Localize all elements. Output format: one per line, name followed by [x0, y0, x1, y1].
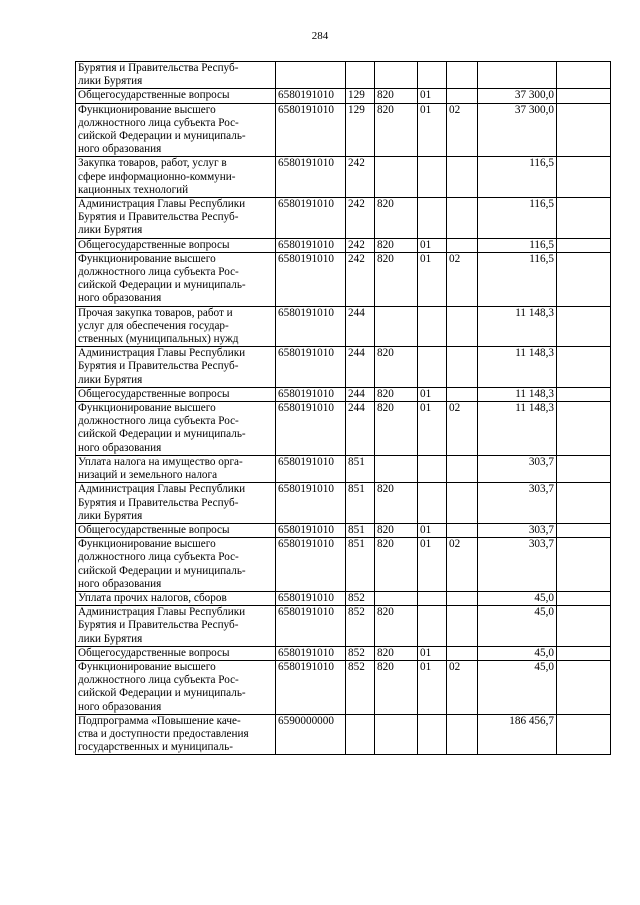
row-name-cell: Закупка товаров, работ, услуг в сфере информационно-коммуни- кационных технологий: [76, 157, 276, 198]
subsection-cell: 02: [447, 402, 478, 456]
extra-cell: [557, 157, 611, 198]
budget-table-body: [76, 62, 611, 755]
section-cell: [418, 606, 447, 647]
amount-cell: 45,0: [478, 646, 557, 660]
expense-type-cell: 851: [346, 523, 375, 537]
expense-type-cell: 852: [346, 660, 375, 714]
target-code-cell: 6580191010: [276, 89, 346, 103]
expense-type-cell: 242: [346, 198, 375, 239]
amount-cell: 116,5: [478, 198, 557, 239]
amount-cell: 45,0: [478, 660, 557, 714]
section-cell: 01: [418, 387, 447, 401]
target-code-cell: 6580191010: [276, 103, 346, 157]
section-cell: 01: [418, 402, 447, 456]
table-row: [76, 157, 611, 198]
target-code-cell: 6580191010: [276, 606, 346, 647]
target-code-cell: 6580191010: [276, 198, 346, 239]
subsection-cell: [447, 238, 478, 252]
budget-table: [75, 61, 611, 755]
row-name-cell: Общегосударственные вопросы: [76, 89, 276, 103]
amount-cell: [478, 62, 557, 89]
subsection-cell: [447, 157, 478, 198]
extra-cell: [557, 252, 611, 306]
table-row: [76, 103, 611, 157]
amount-cell: 116,5: [478, 238, 557, 252]
subsection-cell: [447, 347, 478, 388]
department-cell: [375, 455, 418, 482]
subsection-cell: [447, 606, 478, 647]
table-row: [76, 455, 611, 482]
extra-cell: [557, 402, 611, 456]
amount-cell: 11 148,3: [478, 402, 557, 456]
table-row: [76, 646, 611, 660]
department-cell: 820: [375, 238, 418, 252]
expense-type-cell: 242: [346, 252, 375, 306]
amount-cell: 186 456,7: [478, 714, 557, 755]
expense-type-cell: 852: [346, 606, 375, 647]
table-row: [76, 714, 611, 755]
table-row: [76, 606, 611, 647]
row-name-cell: Уплата прочих налогов, сборов: [76, 591, 276, 605]
expense-type-cell: 129: [346, 103, 375, 157]
amount-cell: 303,7: [478, 483, 557, 524]
subsection-cell: 02: [447, 538, 478, 592]
table-row: [76, 538, 611, 592]
row-name-cell: Администрация Главы Республики Бурятия и Правительства Респуб- лики Бурятия: [76, 483, 276, 524]
section-cell: 01: [418, 646, 447, 660]
expense-type-cell: 852: [346, 646, 375, 660]
row-name-cell: Уплата налога на имущество орга- низаций и земельного налога: [76, 455, 276, 482]
row-name-cell: Администрация Главы Республики Бурятия и Правительства Респуб- лики Бурятия: [76, 606, 276, 647]
row-name-cell: Администрация Главы Республики Бурятия и Правительства Респуб- лики Бурятия: [76, 347, 276, 388]
table-row: [76, 660, 611, 714]
department-cell: 820: [375, 402, 418, 456]
target-code-cell: 6580191010: [276, 591, 346, 605]
expense-type-cell: 129: [346, 89, 375, 103]
extra-cell: [557, 347, 611, 388]
department-cell: 820: [375, 646, 418, 660]
extra-cell: [557, 714, 611, 755]
subsection-cell: [447, 646, 478, 660]
extra-cell: [557, 455, 611, 482]
extra-cell: [557, 387, 611, 401]
section-cell: 01: [418, 538, 447, 592]
target-code-cell: [276, 62, 346, 89]
amount-cell: 11 148,3: [478, 347, 557, 388]
department-cell: 820: [375, 660, 418, 714]
department-cell: [375, 591, 418, 605]
amount-cell: 11 148,3: [478, 387, 557, 401]
expense-type-cell: 851: [346, 455, 375, 482]
amount-cell: 303,7: [478, 455, 557, 482]
table-row: [76, 387, 611, 401]
table-row: [76, 238, 611, 252]
section-cell: [418, 455, 447, 482]
table-row: [76, 89, 611, 103]
subsection-cell: [447, 714, 478, 755]
department-cell: 820: [375, 198, 418, 239]
table-row: [76, 591, 611, 605]
extra-cell: [557, 103, 611, 157]
department-cell: [375, 306, 418, 347]
row-name-cell: Общегосударственные вопросы: [76, 387, 276, 401]
amount-cell: 45,0: [478, 606, 557, 647]
target-code-cell: 6580191010: [276, 646, 346, 660]
target-code-cell: 6590000000: [276, 714, 346, 755]
expense-type-cell: [346, 714, 375, 755]
target-code-cell: 6580191010: [276, 660, 346, 714]
extra-cell: [557, 591, 611, 605]
extra-cell: [557, 606, 611, 647]
expense-type-cell: 244: [346, 347, 375, 388]
page-number: 284: [311, 30, 329, 42]
target-code-cell: 6580191010: [276, 157, 346, 198]
subsection-cell: [447, 89, 478, 103]
table-row: [76, 252, 611, 306]
table-row: [76, 62, 611, 89]
row-name-cell: Общегосударственные вопросы: [76, 238, 276, 252]
target-code-cell: 6580191010: [276, 387, 346, 401]
table-row: [76, 402, 611, 456]
department-cell: [375, 714, 418, 755]
row-name-cell: Функционирование высшего должностного лица субъекта Рос- сийской Федерации и муниципаль- ного образования: [76, 252, 276, 306]
row-name-cell: Общегосударственные вопросы: [76, 523, 276, 537]
department-cell: 820: [375, 103, 418, 157]
department-cell: [375, 62, 418, 89]
row-name-cell: Функционирование высшего должностного лица субъекта Рос- сийской Федерации и муниципаль- ного образования: [76, 402, 276, 456]
amount-cell: 116,5: [478, 157, 557, 198]
extra-cell: [557, 198, 611, 239]
expense-type-cell: 244: [346, 306, 375, 347]
target-code-cell: 6580191010: [276, 402, 346, 456]
expense-type-cell: 244: [346, 402, 375, 456]
department-cell: 820: [375, 606, 418, 647]
section-cell: 01: [418, 103, 447, 157]
department-cell: 820: [375, 89, 418, 103]
section-cell: 01: [418, 660, 447, 714]
department-cell: 820: [375, 387, 418, 401]
target-code-cell: 6580191010: [276, 483, 346, 524]
target-code-cell: 6580191010: [276, 347, 346, 388]
amount-cell: 45,0: [478, 591, 557, 605]
extra-cell: [557, 62, 611, 89]
subsection-cell: 02: [447, 252, 478, 306]
expense-type-cell: 851: [346, 538, 375, 592]
subsection-cell: [447, 591, 478, 605]
section-cell: [418, 483, 447, 524]
section-cell: [418, 157, 447, 198]
amount-cell: 37 300,0: [478, 89, 557, 103]
amount-cell: 116,5: [478, 252, 557, 306]
section-cell: [418, 347, 447, 388]
row-name-cell: Подпрограмма «Повышение каче- ства и доступности предоставления государственных и муниципаль-: [76, 714, 276, 755]
target-code-cell: 6580191010: [276, 306, 346, 347]
subsection-cell: 02: [447, 103, 478, 157]
department-cell: 820: [375, 523, 418, 537]
subsection-cell: [447, 198, 478, 239]
department-cell: [375, 157, 418, 198]
expense-type-cell: 242: [346, 238, 375, 252]
section-cell: [418, 198, 447, 239]
target-code-cell: 6580191010: [276, 455, 346, 482]
expense-type-cell: 852: [346, 591, 375, 605]
section-cell: 01: [418, 523, 447, 537]
extra-cell: [557, 306, 611, 347]
amount-cell: 303,7: [478, 538, 557, 592]
subsection-cell: [447, 387, 478, 401]
table-row: [76, 306, 611, 347]
amount-cell: 37 300,0: [478, 103, 557, 157]
row-name-cell: Функционирование высшего должностного лица субъекта Рос- сийской Федерации и муниципаль- ного образования: [76, 538, 276, 592]
table-row: [76, 347, 611, 388]
target-code-cell: 6580191010: [276, 538, 346, 592]
table-row: [76, 523, 611, 537]
extra-cell: [557, 89, 611, 103]
section-cell: [418, 591, 447, 605]
section-cell: [418, 62, 447, 89]
department-cell: 820: [375, 483, 418, 524]
row-name-cell: Администрация Главы Республики Бурятия и Правительства Респуб- лики Бурятия: [76, 198, 276, 239]
subsection-cell: [447, 62, 478, 89]
department-cell: 820: [375, 538, 418, 592]
subsection-cell: [447, 306, 478, 347]
subsection-cell: 02: [447, 660, 478, 714]
department-cell: 820: [375, 252, 418, 306]
department-cell: 820: [375, 347, 418, 388]
section-cell: [418, 306, 447, 347]
table-row: [76, 483, 611, 524]
row-name-cell: Бурятия и Правительства Респуб- лики Бурятия: [76, 62, 276, 89]
section-cell: 01: [418, 252, 447, 306]
subsection-cell: [447, 483, 478, 524]
section-cell: 01: [418, 89, 447, 103]
expense-type-cell: 244: [346, 387, 375, 401]
extra-cell: [557, 538, 611, 592]
section-cell: 01: [418, 238, 447, 252]
expense-type-cell: 851: [346, 483, 375, 524]
table-row: [76, 198, 611, 239]
target-code-cell: 6580191010: [276, 523, 346, 537]
row-name-cell: Общегосударственные вопросы: [76, 646, 276, 660]
extra-cell: [557, 483, 611, 524]
expense-type-cell: 242: [346, 157, 375, 198]
target-code-cell: 6580191010: [276, 252, 346, 306]
row-name-cell: Прочая закупка товаров, работ и услуг для обеспечения государ- ственных (муниципальных) нужд: [76, 306, 276, 347]
subsection-cell: [447, 523, 478, 537]
amount-cell: 303,7: [478, 523, 557, 537]
row-name-cell: Функционирование высшего должностного лица субъекта Рос- сийской Федерации и муниципаль- ного образования: [76, 103, 276, 157]
extra-cell: [557, 660, 611, 714]
amount-cell: 11 148,3: [478, 306, 557, 347]
section-cell: [418, 714, 447, 755]
extra-cell: [557, 523, 611, 537]
subsection-cell: [447, 455, 478, 482]
extra-cell: [557, 238, 611, 252]
row-name-cell: Функционирование высшего должностного лица субъекта Рос- сийской Федерации и муниципаль- ного образования: [76, 660, 276, 714]
extra-cell: [557, 646, 611, 660]
expense-type-cell: [346, 62, 375, 89]
target-code-cell: 6580191010: [276, 238, 346, 252]
